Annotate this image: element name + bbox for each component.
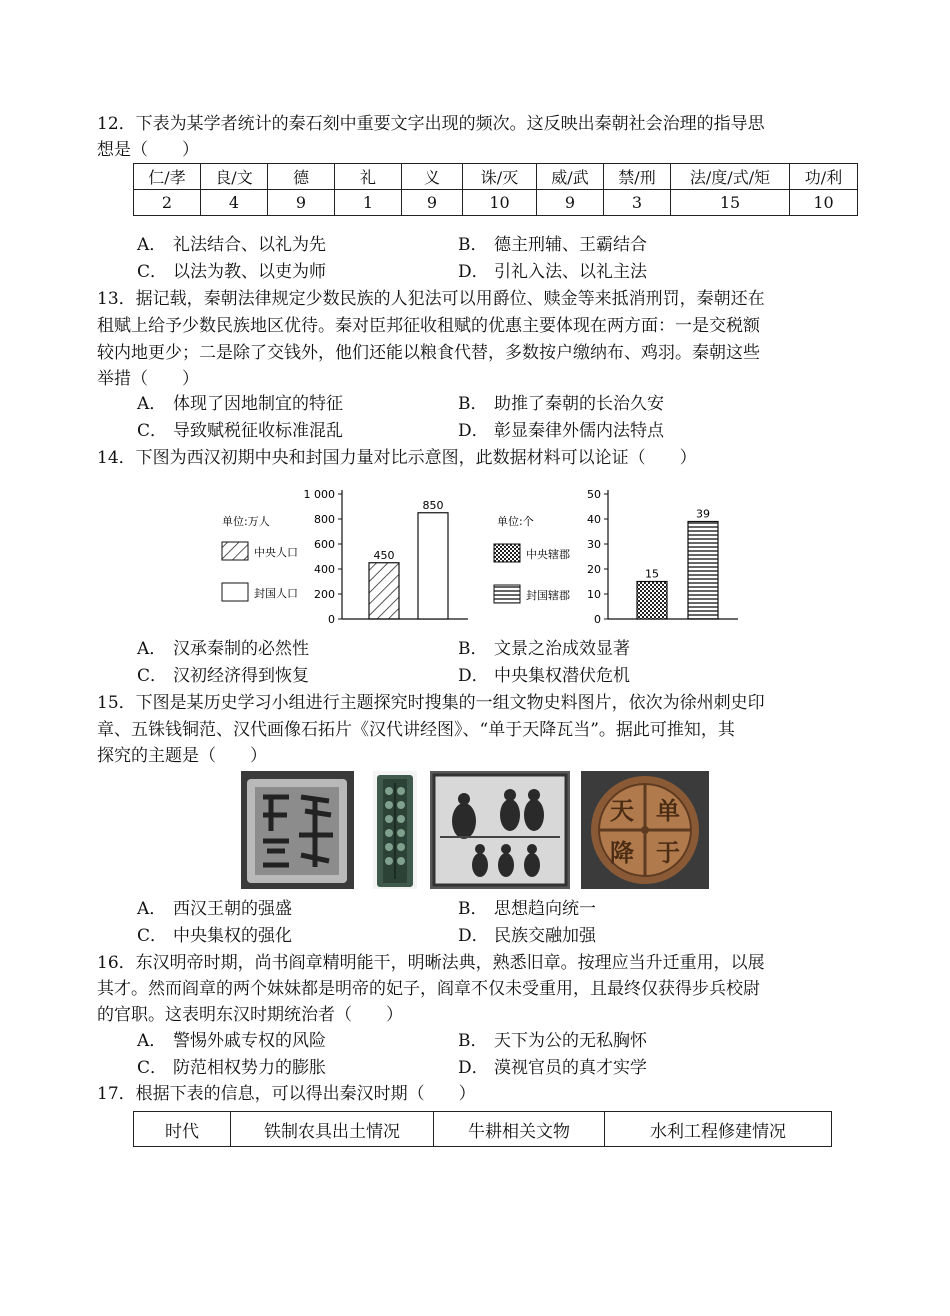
table-header-cell: 良/文 [201,164,268,190]
q12-frequency-table [133,163,858,216]
q13-stem-line4: 举措（ ） [97,369,199,389]
chart1-tick-label: 600 [314,538,335,551]
chart1-legend-fief: 封国人口 [254,587,298,600]
chart1-tick-label: 1 000 [303,488,335,501]
chart2-legend-swatch-fief [494,585,520,603]
chart2-tick-label: 20 [587,563,601,576]
q17-table [133,1111,832,1147]
table-row [134,164,858,190]
chart2-legend-swatch-central [494,544,520,562]
chart2-data-label: 15 [645,567,659,581]
chart2-tick-label: 30 [587,538,601,551]
q16-option-a[interactable]: A． 警惕外戚专权的风险 [137,1031,326,1051]
table-cell: 4 [201,190,268,216]
chart2-bar [637,582,667,620]
q15-stem-line3: 探究的主题是（ ） [97,746,267,766]
q13-option-d[interactable]: D． 彰显秦律外儒内法特点 [458,421,664,441]
table-row [134,1112,832,1147]
table-header-cell: 德 [268,164,335,190]
q13-option-a[interactable]: A． 体现了因地制宜的特征 [137,394,343,414]
chart2-tick-label: 50 [587,488,601,501]
q12-option-a[interactable]: A． 礼法结合、以礼为先 [137,235,326,255]
chart1-legend-swatch-central [222,542,248,560]
table-cell: 9 [268,190,335,216]
q13-stem-line2: 租赋上给予少数民族地区优待。秦对臣邦征收租赋的优惠主要体现在两方面：一是交税额 [97,316,760,336]
table-header-cell: 功/利 [790,164,858,190]
q12-option-b[interactable]: B． 德主刑辅、王霸结合 [458,235,647,255]
chart2-plot [587,488,738,626]
table-header-cell: 义 [402,164,463,190]
table-header-cell: 禁/刑 [604,164,671,190]
table-cell: 15 [671,190,790,216]
q12-stem-line2: 想是（ ） [97,140,199,160]
q15-option-b[interactable]: B． 思想趋向统一 [458,899,596,919]
chart1-data-label: 850 [422,498,444,512]
table-header-cell: 牛耕相关文物 [434,1112,605,1147]
table-header-cell: 仁/孝 [134,164,201,190]
table-cell: 3 [604,190,671,216]
table-cell: 10 [463,190,537,216]
chart2-unit-label: 单位:个 [497,515,534,528]
q12-stem-line1: 12．下表为某学者统计的秦石刻中重要文字出现的频次。这反映出秦朝社会治理的指导思 [97,114,765,134]
chart1-plot [304,488,469,626]
q12-option-c[interactable]: C． 以法为教、以吏为师 [137,262,326,282]
coin-mold-image [373,771,417,889]
chart1-legend-swatch-fief [222,583,248,601]
q16-stem-line3: 的官职。这表明东汉时期统治者（ ） [97,1005,403,1025]
chart1-tick-label: 800 [314,513,335,526]
table-cell: 10 [790,190,858,216]
table-cell: 9 [537,190,604,216]
tile-char-2: 于 [656,839,680,867]
seal-stamp-image [241,771,354,889]
table-header-cell: 威/武 [537,164,604,190]
table-header-cell: 礼 [335,164,402,190]
q14-bar-chart-figure [212,478,752,628]
table-row [134,190,858,216]
tile-char-3: 天 [610,797,634,825]
q13-option-c[interactable]: C． 导致赋税征收标准混乱 [137,421,343,441]
q14-option-d[interactable]: D． 中央集权潜伏危机 [458,666,630,686]
q13-stem-line3: 较内地更少；二是除了交钱外，他们还能以粮食代替，多数按户缴纳布、鸡羽。秦朝这些 [97,343,760,363]
q15-option-d[interactable]: D． 民族交融加强 [458,926,596,946]
q13-option-b[interactable]: B． 助推了秦朝的长治久安 [458,394,664,414]
q13-stem-line1: 13．据记载，秦朝法律规定少数民族的人犯法可以用爵位、赎金等来抵消刑罚，秦朝还在 [97,289,765,309]
chart1-tick-label: 0 [328,613,335,626]
chart1-bar [369,563,399,619]
table-header-cell: 诛/灭 [463,164,537,190]
chart1-legend-central: 中央人口 [254,546,298,559]
q16-stem-line1: 16．东汉明帝时期，尚书阎章精明能干，明晰法典，熟悉旧章。按理应当升迁重用，以展 [97,953,765,973]
table-header-cell: 水利工程修建情况 [605,1112,832,1147]
q14-stem-line1: 14．下图为西汉初期中央和封国力量对比示意图，此数据材料可以论证（ ） [97,448,697,468]
q16-option-c[interactable]: C． 防范相权势力的膨胀 [137,1058,326,1078]
chart1-data-label: 450 [373,548,395,562]
chart2-tick-label: 0 [594,613,601,626]
chart2-data-label: 39 [696,507,710,521]
table-cell: 2 [134,190,201,216]
q16-option-b[interactable]: B． 天下为公的无私胸怀 [458,1031,647,1051]
q14-option-c[interactable]: C． 汉初经济得到恢复 [137,666,309,686]
q14-option-b[interactable]: B． 文景之治成效显著 [458,639,630,659]
q16-stem-line2: 其才。然而阎章的两个妹妹都是明帝的妃子，阎章不仅未受重用，且最终仅获得步兵校尉 [97,979,760,999]
q14-option-a[interactable]: A． 汉承秦制的必然性 [137,639,309,659]
q15-option-c[interactable]: C． 中央集权的强化 [137,926,292,946]
tile-char-4: 降 [610,839,634,867]
chart1-tick-label: 200 [314,588,335,601]
roof-tile-image [581,771,709,889]
q15-stem-line2: 章、五铢钱铜范、汉代画像石拓片《汉代讲经图》、“单于天降瓦当”。据此可推知，其 [97,720,735,740]
q16-option-d[interactable]: D． 漠视官员的真才实学 [458,1058,647,1078]
tile-char-1: 单 [656,797,680,825]
chart2-legend-central: 中央辖郡 [526,548,570,561]
chart2-tick-label: 40 [587,513,601,526]
chart2-tick-label: 10 [587,588,601,601]
chart2-legend-fief: 封国辖郡 [526,589,570,602]
table-cell: 1 [335,190,402,216]
q12-option-d[interactable]: D． 引礼入法、以礼主法 [458,262,647,282]
chart1-bar [418,513,448,619]
table-cell: 9 [402,190,463,216]
chart1-unit-label: 单位:万人 [222,515,270,528]
table-header-cell: 时代 [134,1112,231,1147]
q15-stem-line1: 15．下图是某历史学习小组进行主题探究时搜集的一组文物史料图片，依次为徐州刺史印 [97,693,765,713]
q15-option-a[interactable]: A． 西汉王朝的强盛 [137,899,292,919]
table-header-cell: 法/度/式/矩 [671,164,790,190]
q17-stem-line1: 17．根据下表的信息，可以得出秦汉时期（ ） [97,1084,476,1104]
chart1-tick-label: 400 [314,563,335,576]
table-header-cell: 铁制农具出土情况 [231,1112,434,1147]
chart2-bar [688,522,718,620]
stone-rubbing-image [430,771,570,889]
